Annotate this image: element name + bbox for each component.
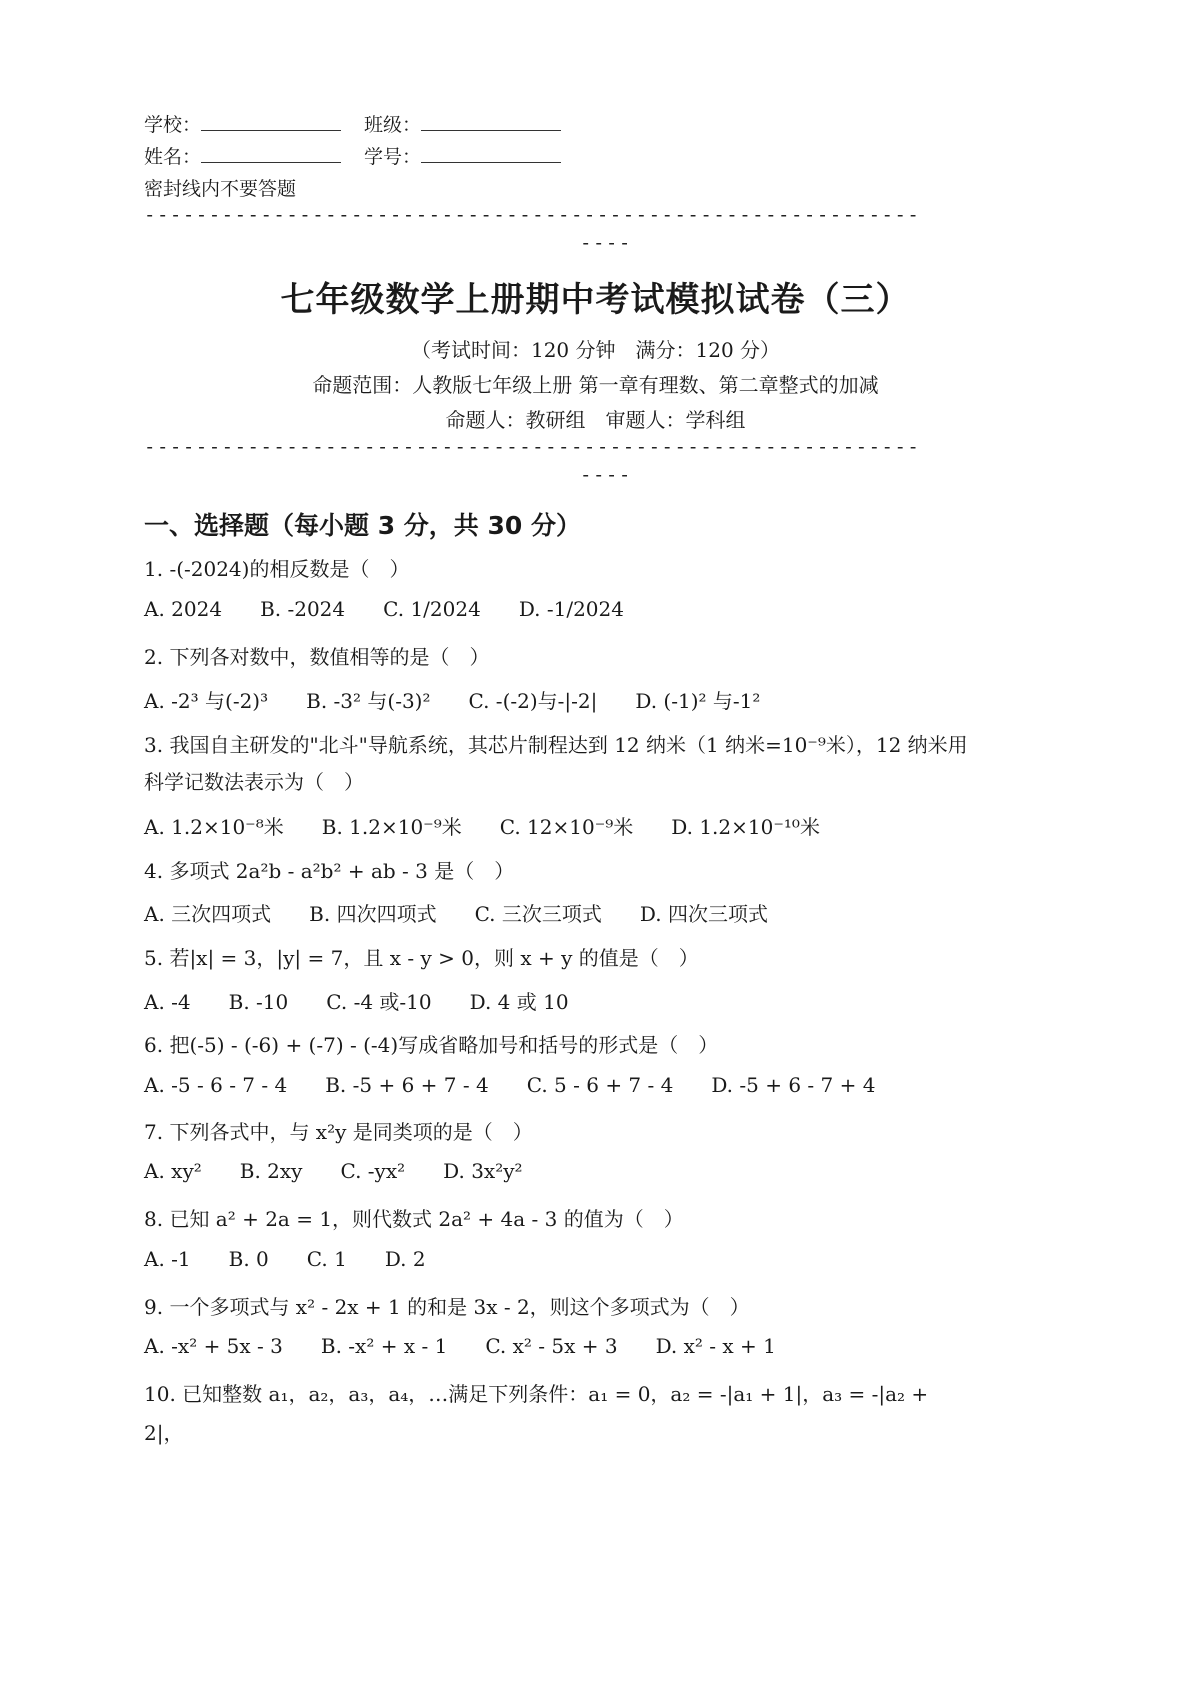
option: A. 1.2×10⁻⁸米 bbox=[144, 815, 284, 839]
option: B. 四次四项式 bbox=[309, 902, 437, 926]
school-class-row bbox=[144, 110, 422, 137]
class-label: 班级： bbox=[364, 114, 422, 136]
seal-line-tail: ---- bbox=[580, 232, 632, 254]
option: A. -x² + 5x - 3 bbox=[144, 1334, 283, 1358]
option: D. 1.2×10⁻¹⁰米 bbox=[671, 815, 820, 839]
option: C. 1/2024 bbox=[383, 597, 481, 621]
class-blank bbox=[421, 114, 561, 131]
option: D. 四次三项式 bbox=[639, 902, 768, 926]
question-10-cont: 2|， bbox=[144, 1421, 184, 1445]
id-blank bbox=[421, 146, 561, 163]
option: A. -4 bbox=[144, 990, 191, 1014]
options-2 bbox=[144, 685, 798, 714]
options-1 bbox=[144, 597, 662, 621]
question-10: 10. 已知整数 a₁，a₂，a₃，a₄，…满足下列条件：a₁ = 0，a₂ = -|a₁ + 1|，a₃ = -|a₂ + bbox=[144, 1382, 929, 1406]
question-1: 1. -(-2024)的相反数是（ ） bbox=[144, 557, 410, 581]
option: B. -5 + 6 + 7 - 4 bbox=[325, 1073, 489, 1097]
page-title: 七年级数学上册期中考试模拟试卷（三） bbox=[280, 280, 911, 320]
option: D. x² - x + 1 bbox=[655, 1334, 776, 1358]
option: D. 4 或 10 bbox=[469, 990, 569, 1014]
option: C. x² - 5x + 3 bbox=[485, 1334, 618, 1358]
option: C. 5 - 6 + 7 - 4 bbox=[526, 1073, 674, 1097]
options-4 bbox=[144, 898, 806, 927]
option: B. -10 bbox=[228, 990, 289, 1014]
question-3: 3. 我国自主研发的"北斗"导航系统，其芯片制程达到 12 纳米（1 纳米=10⁻⁹米），12 纳米用 bbox=[144, 733, 968, 757]
exam-scope: 命题范围：人教版七年级上册 第一章有理数、第二章整式的加减 bbox=[312, 373, 879, 397]
option: D. -5 + 6 - 7 + 4 bbox=[711, 1073, 876, 1097]
name-blank bbox=[201, 146, 341, 163]
option: D. 3x²y² bbox=[443, 1159, 523, 1183]
option: B. 1.2×10⁻⁹米 bbox=[321, 815, 462, 839]
question-6: 6. 把(-5) - (-6) + (-7) - (-4)写成省略加号和括号的形式是（ ） bbox=[144, 1033, 719, 1057]
option: B. -3² 与(-3)² bbox=[306, 689, 431, 713]
question-9: 9. 一个多项式与 x² - 2x + 1 的和是 3x - 2，则这个多项式为（ ） bbox=[144, 1295, 750, 1319]
option: A. 2024 bbox=[144, 597, 223, 621]
question-5: 5. 若|x| = 3，|y| = 7，且 x - y > 0，则 x + y 的值是（ ） bbox=[144, 946, 699, 970]
options-8 bbox=[144, 1247, 464, 1271]
question-7: 7. 下列各式中，与 x²y 是同类项的是（ ） bbox=[144, 1120, 533, 1144]
option: D. -1/2024 bbox=[518, 597, 624, 621]
option: C. 12×10⁻⁹米 bbox=[499, 815, 634, 839]
divider-line-tail: ---- bbox=[580, 464, 632, 486]
option: C. -4 或-10 bbox=[326, 990, 432, 1014]
name-label: 姓名： bbox=[144, 146, 202, 168]
option: A. xy² bbox=[144, 1159, 202, 1183]
question-3-cont: 科学记数法表示为（ ） bbox=[144, 770, 364, 794]
options-6 bbox=[144, 1073, 913, 1097]
option: B. -x² + x - 1 bbox=[320, 1334, 448, 1358]
option: B. -2024 bbox=[260, 597, 346, 621]
option: D. (-1)² 与-1² bbox=[635, 689, 761, 713]
divider-line: ------------------------------------------------------------ bbox=[144, 436, 921, 458]
name-id-row bbox=[144, 142, 422, 169]
seal-line: ------------------------------------------------------------ bbox=[144, 204, 921, 226]
exam-info: （考试时间：120 分钟 满分：120 分） bbox=[410, 338, 781, 362]
option: C. -yx² bbox=[340, 1159, 406, 1183]
id-label: 学号： bbox=[364, 146, 422, 168]
exam-authors: 命题人：教研组 审题人：学科组 bbox=[445, 408, 746, 432]
option: D. 2 bbox=[384, 1247, 426, 1271]
option: A. -2³ 与(-2)³ bbox=[144, 689, 269, 713]
option: A. -1 bbox=[144, 1247, 191, 1271]
option: A. 三次四项式 bbox=[144, 902, 272, 926]
option: B. 2xy bbox=[239, 1159, 303, 1183]
options-7 bbox=[144, 1159, 561, 1183]
question-4: 4. 多项式 2a²b - a²b² + ab - 3 是（ ） bbox=[144, 859, 515, 883]
school-label: 学校： bbox=[144, 114, 202, 136]
option: C. -(-2)与-|-2| bbox=[468, 689, 598, 713]
options-3 bbox=[144, 811, 858, 840]
section-title: 一、选择题（每小题 3 分，共 30 分） bbox=[144, 511, 582, 540]
options-5 bbox=[144, 986, 607, 1015]
question-2: 2. 下列各对数中，数值相等的是（ ） bbox=[144, 645, 490, 669]
option: C. 三次三项式 bbox=[474, 902, 602, 926]
option: C. 1 bbox=[306, 1247, 347, 1271]
options-9 bbox=[144, 1334, 814, 1358]
seal-note: 密封线内不要答题 bbox=[144, 178, 297, 200]
school-blank bbox=[201, 114, 341, 131]
option: B. 0 bbox=[228, 1247, 269, 1271]
question-8: 8. 已知 a² + 2a = 1，则代数式 2a² + 4a - 3 的值为（ ） bbox=[144, 1207, 684, 1231]
option: A. -5 - 6 - 7 - 4 bbox=[144, 1073, 288, 1097]
